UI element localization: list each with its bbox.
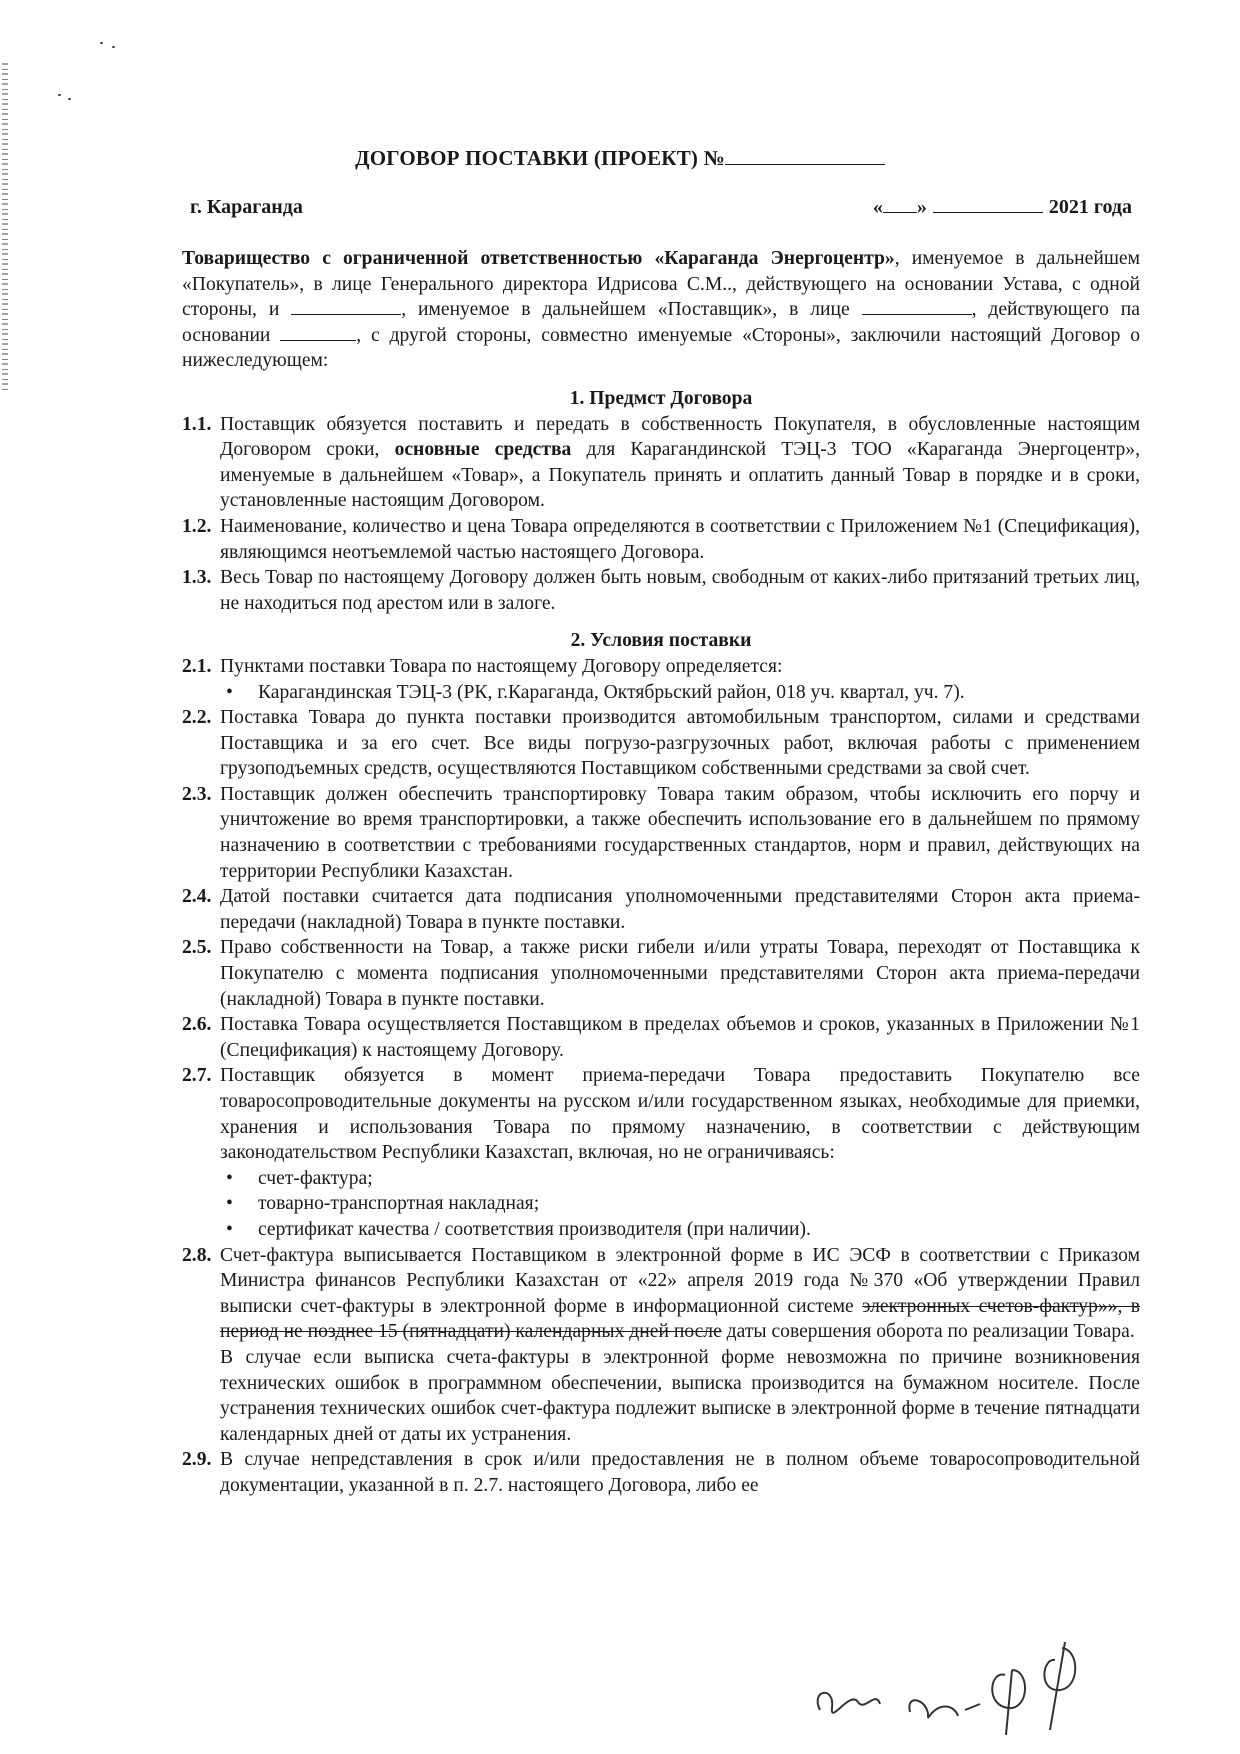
signature-4	[1044, 1642, 1075, 1730]
scan-edge-artifact	[2, 60, 8, 390]
document-title: ДОГОВОР ПОСТАВКИ (ПРОЕКТ) №	[0, 146, 1240, 171]
clause-2-6: 2.6. Поставка Товара осуществляется Поставщиком в пределах объемов и сроков, указанных в Приложении №1 (Спецификация) к настоящему Договору.	[182, 1014, 1140, 1061]
contract-body	[182, 246, 1140, 1499]
clause-1-3: 1.3. Весь Товар по настоящему Договору должен быть новым, свободным от каких-либо притязаний третьих лиц, не находиться под арестом или в залоге.	[182, 567, 1140, 614]
clause-2-8: 2.8. Счет-фактура выписывается Поставщиком в электронной форме в ИС ЭСФ в соответствии с Приказом Министра финансов Республики Казахстан от «22» апреля 2019 года №370 «Об утверждении Правил выписки счет-фактуры в электронной форме в информационной системе электронных счетов-фактур»», в период не позднее 15 (пятнадцати) календарных дней после даты совершения оборота по реализации Товара.	[182, 1244, 1141, 1343]
clause-2-5: 2.5. Право собственности на Товар, а также риски гибели и/или утраты Товара, переходят от Поставщика к Покупателю с момента подписания уполномоченными представителями Сторон акта приема-передачи (накладной) Товара в пункте поставки.	[182, 937, 1140, 1010]
section-2-heading: 2. Условия поставки	[570, 630, 752, 652]
supplier-name-blank	[291, 299, 401, 315]
scan-speck	[100, 42, 103, 44]
contract-date: « » 2021 года	[872, 196, 1132, 218]
date-day-blank	[883, 196, 917, 213]
scan-speck	[112, 46, 115, 48]
date-month-blank	[933, 196, 1043, 213]
preamble: Товарищество с ограниченной ответственностью «Караганда Энергоцентр», именуемое в дальнейшем «Покупатель», в лице Генерального директора Идрисова С.М.., действующего на основании Устава, с одной стороны, и , именуемое в дальнейшем «Поставщик», в лице , действующего па основании , с другой стороны, совместно именуемые «Стороны», заключили настоящий Договор о нижеследующем:	[182, 248, 1141, 372]
city-label: г. Караганда	[190, 196, 303, 218]
handwritten-signatures	[780, 1630, 1120, 1740]
struck-through-text: электронных счетов-фактур»», в период не позднее 15 (пятнадцати) календарных дней после	[220, 1295, 1141, 1343]
clause-2-3: 2.3. Поставщик должен обеспечить транспортировку Товара таким образом, чтобы исключить его порчу и уничтожение во время транспортировки, а также обеспечить использование его в дальнейшем по прямому назначению в соответствии с требованиями государственных стандартов, норм и правил, действующих на территории Республики Казахстан.	[182, 783, 1140, 882]
list-item: • сертификат качества / соответствия производителя (при наличии).	[220, 1217, 1140, 1243]
signature-2	[909, 1700, 980, 1718]
signature-3	[992, 1670, 1025, 1735]
clause-1-2: 1.2. Наименование, количество и цена Товара определяются в соответствии с Приложением №1 (Спецификация), являющимся неотъемлемой частью настоящего Договора.	[182, 515, 1140, 563]
representative-blank	[862, 299, 972, 315]
clause-2-9: 2.9. В случае непредставления в срок и/или предоставления не в полном объеме товаросопроводительной документации, указанной в п. 2.7. настоящего Договора, либо ее	[182, 1449, 1140, 1496]
list-item: • Карагандинская ТЭЦ-3 (РК, г.Караганда, Октябрьский район, 018 уч. квартал, уч. 7).	[220, 680, 1140, 706]
documents-list	[182, 1166, 1140, 1243]
clause-2-8-paragraph-2: В случае если выписка счета-фактуры в электронной форме невозможна по причине возникновения технических ошибок в программном обеспечении, выписка производится на бумажном носителе. После устранения технических ошибок счет-фактура подлежит выписке в электронной форме в течение пятнадцати календарных дней от даты их устранения.	[220, 1346, 1140, 1445]
list-item: • товарно-транспортная накладная;	[220, 1191, 1140, 1217]
clause-1-1: 1.1. Поставщик обязуется поставить и передать в собственность Покупателя, в обусловленные настоящим Договором сроки, основные средства для Карагандинской ТЭЦ-3 ТОО «Караганда Энергоцентр», именуемые в дальнейшем «Товар», а Покупатель принять и оплатить данный Товар в порядке и в сроки, установленные настоящим Договором.	[182, 413, 1140, 512]
section-1-heading: 1. Предмст Договора	[569, 387, 753, 409]
scan-speck	[58, 94, 61, 96]
scan-speck	[68, 98, 71, 100]
delivery-points-list	[182, 680, 1140, 706]
clause-2-1: 2.1. Пунктами поставки Товара по настоящему Договору определяется:	[182, 655, 783, 677]
clause-2-4: 2.4. Датой поставки считается дата подписания уполномоченными представителями Сторон акта приема-передачи (накладной) Товара в пункте поставки.	[182, 886, 1140, 933]
clause-2-2: 2.2. Поставка Товара до пункта поставки производится автомобильным транспортом, силами и средствами Поставщика и за его счет. Все виды погрузо-разгрузочных работ, включая работы с применением грузоподъемных средств, осуществляются Поставщиком собственными средствами за свой счет.	[182, 707, 1140, 780]
contract-number-blank	[725, 146, 885, 165]
list-item: • счет-фактура;	[220, 1166, 1140, 1192]
basis-blank	[280, 325, 356, 341]
signature-1	[818, 1693, 880, 1713]
clause-2-7: 2.7. Поставщик обязуется в момент приема-передачи Товара предоставить Покупателю все товаросопроводительные документы на русском и/или государственном языках, необходимые для приемки, хранения и использования Товара по прямому назначению, в соответствии с действующим законодательством Республики Казахстап, включая, но не ограничиваясь:	[182, 1065, 1140, 1164]
